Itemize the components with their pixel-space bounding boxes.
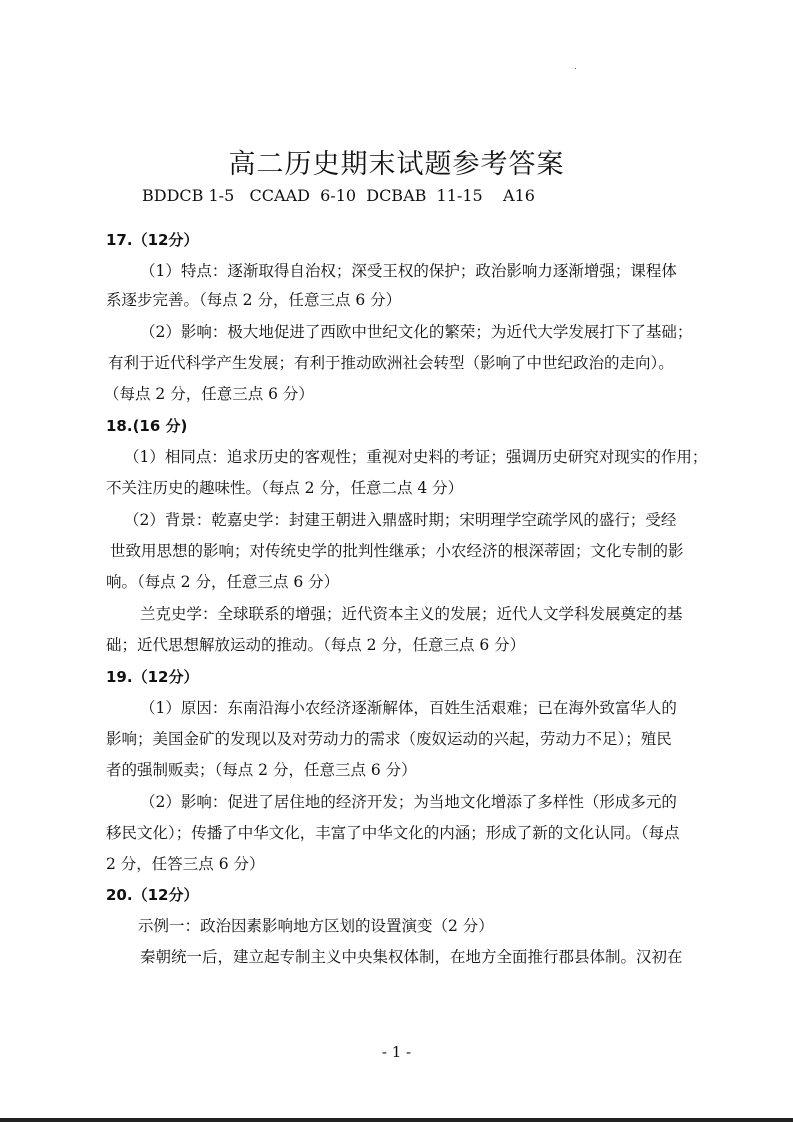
q19-part2-line2: 移民文化）；传播了中华文化，丰富了中华文化的内涵；形成了新的文化认同。（每点: [106, 824, 680, 842]
q19-part1-line1: （1）原因：东南沿海小农经济逐渐解体，百姓生活艰难；已在海外致富华人的: [140, 699, 677, 717]
question-18-heading: 18.(16 分): [106, 417, 188, 435]
q17-part2-line1: （2）影响：极大地促进了西欧中世纪文化的繁荣；为近代大学发展打下了基础；: [140, 323, 693, 341]
question-17-heading: 17.（12分）: [106, 231, 199, 249]
q17-part1-line2: 系逐步完善。（每点 2 分，任意三点 6 分）: [106, 291, 402, 309]
q19-part2-line1: （2）影响：促进了居住地的经济开发；为当地文化增添了多样性（形成多元的: [140, 793, 677, 811]
q18-part1-line1: （1）相同点：追求历史的客观性；重视对史料的考证；强调历史研究对现实的作用；: [124, 448, 708, 466]
q17-part2-line3: （每点 2 分，任意三点 6 分）: [104, 385, 314, 403]
page-title: 高二历史期末试题参考答案: [228, 149, 565, 180]
multiple-choice-answer-key: BDDCB 1-5 CCAAD 6-10 DCBAB 11-15 A16: [142, 186, 535, 205]
question-20-heading: 20.（12分）: [106, 886, 199, 904]
q18-part2-line5: 础；近代思想解放运动的推动。（每点 2 分，任意三点 6 分）: [106, 636, 526, 654]
q19-part1-line2: 影响；美国金矿的发现以及对劳动力的需求（废奴运动的兴起，劳动力不足）；殖民: [106, 730, 672, 748]
bottom-scan-edge: [0, 1118, 793, 1122]
scan-speck: [575, 68, 576, 69]
page-number: - 1 -: [381, 1043, 412, 1061]
q20-example1-line2: 秦朝统一后，建立起专制主义中央集权体制，在地方全面推行郡县体制。汉初在: [140, 948, 683, 966]
q18-part2-line2: 世致用思想的影响；对传统史学的批判性继承；小农经济的根深蒂固；文化专制的影: [110, 542, 684, 560]
q18-part2-line4: 兰克史学：全球联系的增强；近代资本主义的发展；近代人文学科发展奠定的基: [140, 605, 683, 623]
question-19-heading: 19.（12分）: [106, 668, 199, 686]
q18-part2-line3: 响。（每点 2 分，任意三点 6 分）: [106, 573, 340, 591]
q18-part2-line1: （2）背景：乾嘉史学：封建王朝进入鼎盛时期；宋明理学空疏学风的盛行；受经: [124, 511, 677, 529]
q17-part1-line1: （1）特点：逐渐取得自治权；深受王权的保护；政治影响力逐渐增强；课程体: [140, 262, 677, 280]
q17-part2-line2: 有利于近代科学产生发展；有利于推动欧洲社会转型（影响了中世纪政治的走向）。: [108, 354, 674, 372]
q20-example1-line1: 示例一：政治因素影响地方区划的设置演变（2 分）: [138, 917, 494, 935]
q19-part2-line3: 2 分，任答三点 6 分）: [106, 855, 265, 873]
q19-part1-line3: 者的强制贩卖；（每点 2 分，任意三点 6 分）: [106, 761, 417, 779]
q18-part1-line2: 不关注历史的趣味性。（每点 2 分，任意二点 4 分）: [106, 479, 464, 497]
